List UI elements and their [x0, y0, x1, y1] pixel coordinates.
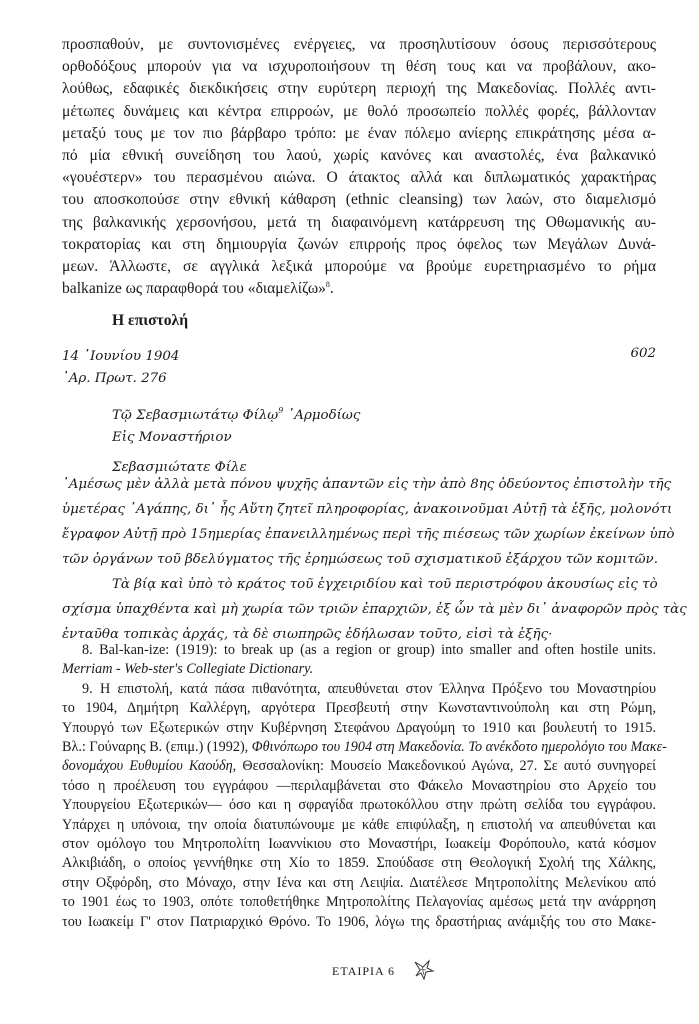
body-line: του αποσκοπούσε στην εθνική κάθαρση (ethnic cleansing) των λαών, στο διαμελισμό — [62, 191, 656, 209]
body-line: μεταξύ τους με τον πιο βάρβαρο τρόπο: με έναν πόλεμο ανίερης επικράτησης μέσα α- — [62, 124, 656, 142]
letter-line: τῶν ὀργάνων τοῦ βδελύγματος τῆς ἐρημώσεως τοῦ σχισματικοῦ ἐξάρχου τῶν κομιτῶν. — [62, 552, 658, 567]
footnote-9-line: το 1901 έως το 1903, οπότε τοποθετήθηκε Μητροπολίτης Πελαγονίας αμέσως μετά την ανάρρηση — [62, 894, 656, 911]
footnote-ref-8[interactable]: 8 — [325, 280, 330, 290]
letter-line: ἐνταῦθα τοπικὰς ἀρχάς, τὰ δὲ σιωπηρῶς ἐδήλωσαν τοῦτο, εἰσὶ τὰ ἑξῆς· — [62, 627, 553, 642]
body-line: προσπαθούν, με συντονισμένες ενέργειες, να προσηλυτίσουν όσους περισσότερους — [62, 36, 656, 53]
address-line: Εἰς Μοναστήριον — [112, 430, 232, 445]
letter-line: ᾿Αμέσως μὲν ἀλλὰ μετὰ πόνου ψυχῆς ἁπαντῶν εἰς τὴν ἀπὸ 8ης ὁδεύοντος ἐπιστολὴν τῆς — [62, 477, 672, 492]
footnote-9-line: 9. Η επιστολή, κατά πάσα πιθανότητα, απευθύνεται στον Έλληνα Πρόξενο του Μοναστηρίου — [82, 680, 656, 697]
page-footer-journal: ΕΤΑΙΡΙΑ 6 — [332, 964, 396, 978]
footnote-9-line: στον ομόλογο του Μητροπολίτη Ιωαννίκιου στο Μοναστήρι, Ιωακείμ Φορόπουλο, κατά κόσμον — [62, 836, 656, 853]
body-line: τοκρατορίας και στη δημιουργία ζωνών επιρροής προς όφελος των Μεγάλων Δυνά- — [62, 235, 656, 253]
letter-line: Τὰ βίᾳ καὶ ὑπὸ τὸ κράτος τοῦ ἐγχειριδίου καὶ τοῦ περιστρόφου ἀκουσίως εἰς τὸ — [112, 577, 658, 592]
footnote-9-line: Υπάρχει η υπόνοια, την οποία διατυπώνουμε με κάθε επιφύλαξη, η επιστολή να απευθύνεται και — [62, 816, 656, 833]
footnote-9-line: στην Οξφόρδη, στο Μόναχο, στην Ιένα και στη Λειψία. Διατέλεσε Μητροπολίτης Μελενίκου από — [62, 874, 656, 891]
document-number: 602 — [630, 346, 656, 361]
letter-line: ἔγραφον Αὐτῇ πρὸ 15ημερίας ἐπανειλλημένως περὶ τῆς πιέσεως τῶν χωρίων ἐκείνων ὑπὸ — [62, 527, 675, 542]
footnotes — [62, 641, 667, 932]
body-line-text: balkanize ως παραφθορά του «διαμελίζω» — [62, 280, 326, 298]
footnote-9-line: Αλκιβιάδη, ο οποίος γεννήθηκε στη Χίο το 1859. Σπούδασε στη Θεολογική Σχολή της Χάλκης, — [62, 855, 656, 872]
letter-line: σχίσμα ὑπαχθέντα καὶ μὴ χωρία τῶν τριῶν ἐπαρχιῶν, ἐξ ὧν τὰ μὲν δι᾿ ἀναφορῶν πρὸς τὰς — [62, 602, 687, 617]
footnote-9-line: του Ιωακείμ Γ' στον Πατριαρχικό Θρόνο. Το 1906, λόγω της δραστήριας ανάμιξής του στο Μακε- — [62, 913, 656, 930]
letter-body — [62, 472, 687, 647]
footnote-9-line: δονομάχου Ευθυμίου Καούδη, Θεσσαλονίκη: Μουσείο Μακεδονικού Αγώνα, 27. Σε αυτό συνηγορεί — [62, 758, 657, 775]
letter-address — [112, 405, 360, 449]
letter-line: ὑμετέρας ᾿Αγάπης, δι᾿ ἧς Αὕτη ζητεῖ πληροφορίας, ἀνακοινοῦμαι Αὐτῇ τὰ ἑξῆς, μολονότι — [62, 502, 673, 517]
letter-date: 14 ᾿Ιουνίου 1904 — [62, 349, 180, 364]
address-line: Τῷ Σεβασμιωτάτῳ Φίλῳ$^9$ ῾Αρμοδίως — [112, 406, 361, 423]
footnote-9-line: το 1904, Δημήτρη Καλλέργη, αργότερα Πρεσβευτή στην Κωνσταντινούπολη και στη Ρώμη, — [62, 700, 656, 717]
body-line: «γουέστερν» του περασμένου αιώνα. Ο άτακτος αλλά και διπλωματικός χαρακτήρας — [62, 169, 656, 187]
body-line: μεων. Άλλωστε, σε αγγλικά λεξικά μπορούμε να βρούμε ευρετηριασμένο το ρήμα — [62, 258, 656, 276]
body-line: μέτωπες δυνάμεις και κέντρα επιρροών, με θολό προσωπείο πολλές φορές, βάλλονταν — [62, 102, 656, 120]
body-line-last: balkanize ως παραφθορά του «διαμελίζω»$^8$. — [62, 280, 334, 298]
letter-protocol: ᾿Αρ. Πρωτ. 276 — [62, 371, 167, 386]
bird-ornament-icon — [413, 959, 435, 983]
letter-salutation: Σεβασμιώτατε Φίλε — [112, 460, 247, 475]
body-line: ορθοδόξους μπορούν για να ισχυροποιήσουν τη θέση τους και να προβάλουν, ακο- — [62, 58, 656, 76]
footnote-9-line: Υπουργό των Εξωτερικών στην Κυβέρνηση Στεφάνου Δραγούμη το 1910 και βουλευτή το 1915. — [62, 719, 656, 736]
footnote-9-line: Υπουργείου Εξωτερικών— όσο και η σφραγίδα πρωτοκόλλου στην πρώτη σελίδα του εγγράφου. — [62, 797, 656, 814]
footnote-9-line: Βλ.: Γούναρης Β. (επιμ.) (1992), Φθινόπωρο του 1904 στη Μακεδονία. Το ανέκδοτο ημερολόγιο του Μακε- — [62, 739, 667, 756]
footnote-ref-9[interactable]: 9 — [278, 406, 284, 415]
body-line: λούθως, εδαφικές διεκδικήσεις στην ευρύτερη περιοχή της Μακεδονίας. Πολλές αντι- — [62, 80, 656, 98]
section-heading: Η επιστολή — [112, 312, 189, 329]
footnote-8-line: 8. Bal-kan-ize: (1919): to break up (as a region or group) into smaller and often hostile units. — [82, 642, 656, 658]
letter-date-block — [62, 346, 179, 390]
body-text — [62, 34, 656, 300]
footnote-8-line: Merriam - Web-ster's Collegiate Dictionary. — [62, 661, 314, 678]
footnote-9-line: τόσο η προέλευση του εγγράφου —περιλαμβάνεται στο Φάκελο Μοναστηρίου στο Αρχείο του — [62, 777, 656, 794]
body-line: πό μία εθνική συνείδηση του λαού, χωρίς κανόνες και αναστολές, ένα βαλκανικό — [62, 147, 656, 165]
body-line: της βαλκανικής χερσονήσου, μετά τη διαφαινόμενη κατάρρευση της Οθωμανικής αυ- — [62, 213, 656, 231]
